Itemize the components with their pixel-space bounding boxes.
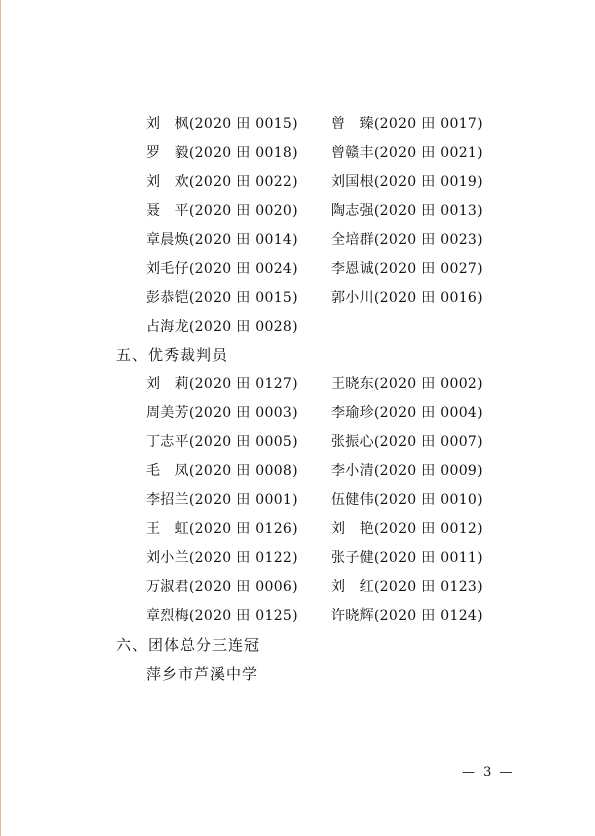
list-item: 刘国根(2020 田 0019): [331, 174, 483, 190]
section-heading-team-championship: 六、团体总分三连冠: [116, 636, 261, 654]
list-item: 章晨焕(2020 田 0014): [146, 232, 298, 248]
list-item: 刘 欢(2020 田 0022): [146, 174, 298, 190]
list-item: 毛 凤(2020 田 0008): [146, 463, 298, 479]
list-item: 彭恭铠(2020 田 0015): [146, 290, 298, 306]
list-item: 全培群(2020 田 0023): [331, 232, 483, 248]
list-item: 丁志平(2020 田 0005): [146, 434, 298, 450]
page-number: — 3 —: [462, 765, 515, 780]
list-item: 聂 平(2020 田 0020): [146, 203, 298, 219]
list-item: 李瑜珍(2020 田 0004): [331, 405, 483, 421]
list-item: 王晓东(2020 田 0002): [331, 376, 483, 392]
list-item: 罗 毅(2020 田 0018): [146, 145, 298, 161]
list-item: 郭小川(2020 田 0016): [331, 290, 483, 306]
list-item: 刘 枫(2020 田 0015): [146, 116, 298, 132]
list-item: 刘 红(2020 田 0123): [331, 579, 483, 595]
list-item: 伍健伟(2020 田 0010): [331, 492, 483, 508]
list-item: 周美芳(2020 田 0003): [146, 405, 298, 421]
section-heading-excellent-referees: 五、优秀裁判员: [116, 346, 229, 364]
list-item: 张振心(2020 田 0007): [331, 434, 483, 450]
list-item: 章烈梅(2020 田 0125): [146, 608, 298, 624]
list-item: 许晓辉(2020 田 0124): [331, 608, 483, 624]
list-item: 李恩诚(2020 田 0027): [331, 261, 483, 277]
list-item: 刘毛仔(2020 田 0024): [146, 261, 298, 277]
list-item: 陶志强(2020 田 0013): [331, 203, 483, 219]
list-item: 刘小兰(2020 田 0122): [146, 550, 298, 566]
list-item: 曾 臻(2020 田 0017): [331, 116, 483, 132]
list-item: 张子健(2020 田 0011): [331, 550, 483, 566]
list-item: 万淑君(2020 田 0006): [146, 579, 298, 595]
list-item: 刘 艳(2020 田 0012): [331, 521, 483, 537]
list-item: 王 虹(2020 田 0126): [146, 521, 298, 537]
school-name: 萍乡市芦溪中学: [146, 665, 259, 683]
list-item: 占海龙(2020 田 0028): [146, 319, 298, 335]
list-item: 李小清(2020 田 0009): [331, 463, 483, 479]
list-item: 李招兰(2020 田 0001): [146, 492, 298, 508]
list-item: 曾赣丰(2020 田 0021): [331, 145, 483, 161]
list-item: 刘 莉(2020 田 0127): [146, 376, 298, 392]
page-edge: [0, 0, 1, 836]
